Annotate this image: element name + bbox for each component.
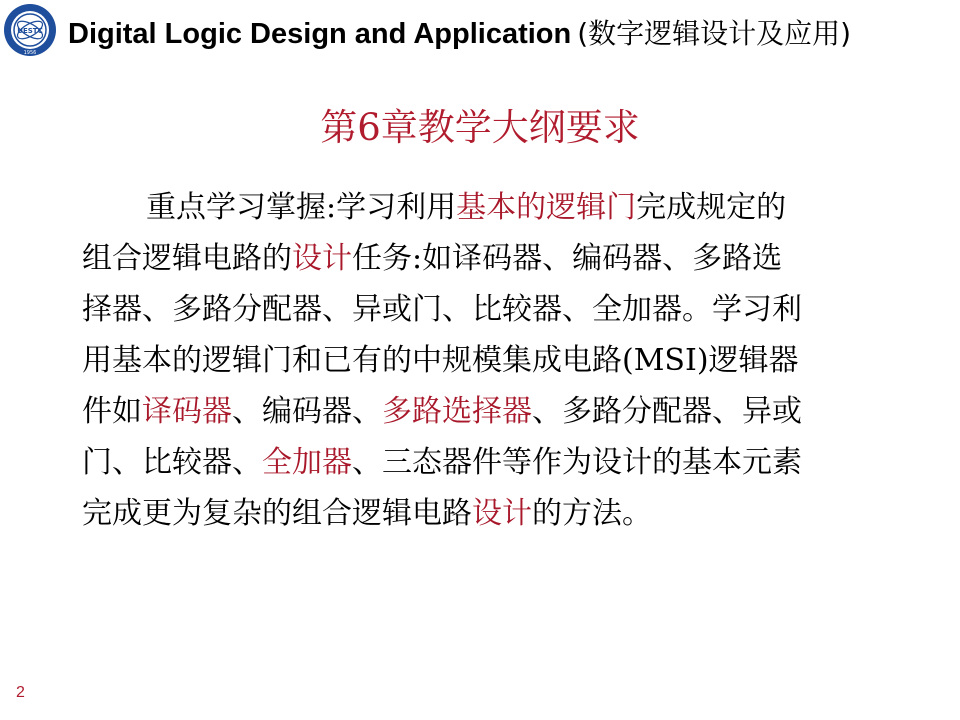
- highlighted-term: 设计: [472, 496, 532, 531]
- highlighted-term: 译码器: [142, 394, 232, 429]
- highlighted-term: 设计: [292, 241, 352, 276]
- body-line: [82, 182, 882, 233]
- university-logo-icon: [2, 2, 58, 58]
- body-line: [82, 488, 882, 539]
- body-text-run: 的方法。: [532, 496, 652, 531]
- body-text-run: 组合逻辑电路的: [82, 241, 292, 276]
- body-text-run: 件如: [82, 394, 142, 429]
- body-text-run: 完成更为复杂的组合逻辑电路: [82, 496, 472, 531]
- svg-text:1956: 1956: [23, 50, 37, 56]
- header-title-cn: (数字逻辑设计及应用): [577, 17, 852, 50]
- body-text-run: 门、比较器、: [82, 445, 262, 480]
- svg-text:UESTC: UESTC: [17, 27, 43, 35]
- header-title: [68, 14, 851, 54]
- body-line: [82, 233, 882, 284]
- body-line: [82, 335, 882, 386]
- chapter-title: 第6章教学大纲要求: [320, 106, 640, 149]
- body-line: [82, 284, 882, 335]
- header-title-en: Digital Logic Design and Application: [68, 18, 572, 50]
- highlighted-term: 基本的逻辑门: [456, 190, 637, 225]
- syllabus-body-text: [82, 182, 882, 539]
- body-text-run: 、多路分配器、异或: [532, 394, 802, 429]
- body-text-run: 任务:如译码器、编码器、多路选: [352, 241, 783, 276]
- page-number: 2: [16, 684, 25, 701]
- body-line: [82, 437, 882, 488]
- body-text-run: 用基本的逻辑门和已有的中规模集成电路(MSI)逻辑器: [82, 343, 799, 378]
- body-text-run: 择器、多路分配器、异或门、比较器、全加器。学习利: [82, 292, 802, 327]
- body-text-run: 、三态器件等作为设计的基本元素: [352, 445, 802, 480]
- highlighted-term: 全加器: [262, 445, 352, 480]
- highlighted-term: 多路选择器: [382, 394, 532, 429]
- body-text-run: 、编码器、: [232, 394, 382, 429]
- body-text-run: 重点学习掌握:学习利用: [146, 190, 457, 225]
- body-line: [82, 386, 882, 437]
- body-text-run: 完成规定的: [636, 190, 787, 225]
